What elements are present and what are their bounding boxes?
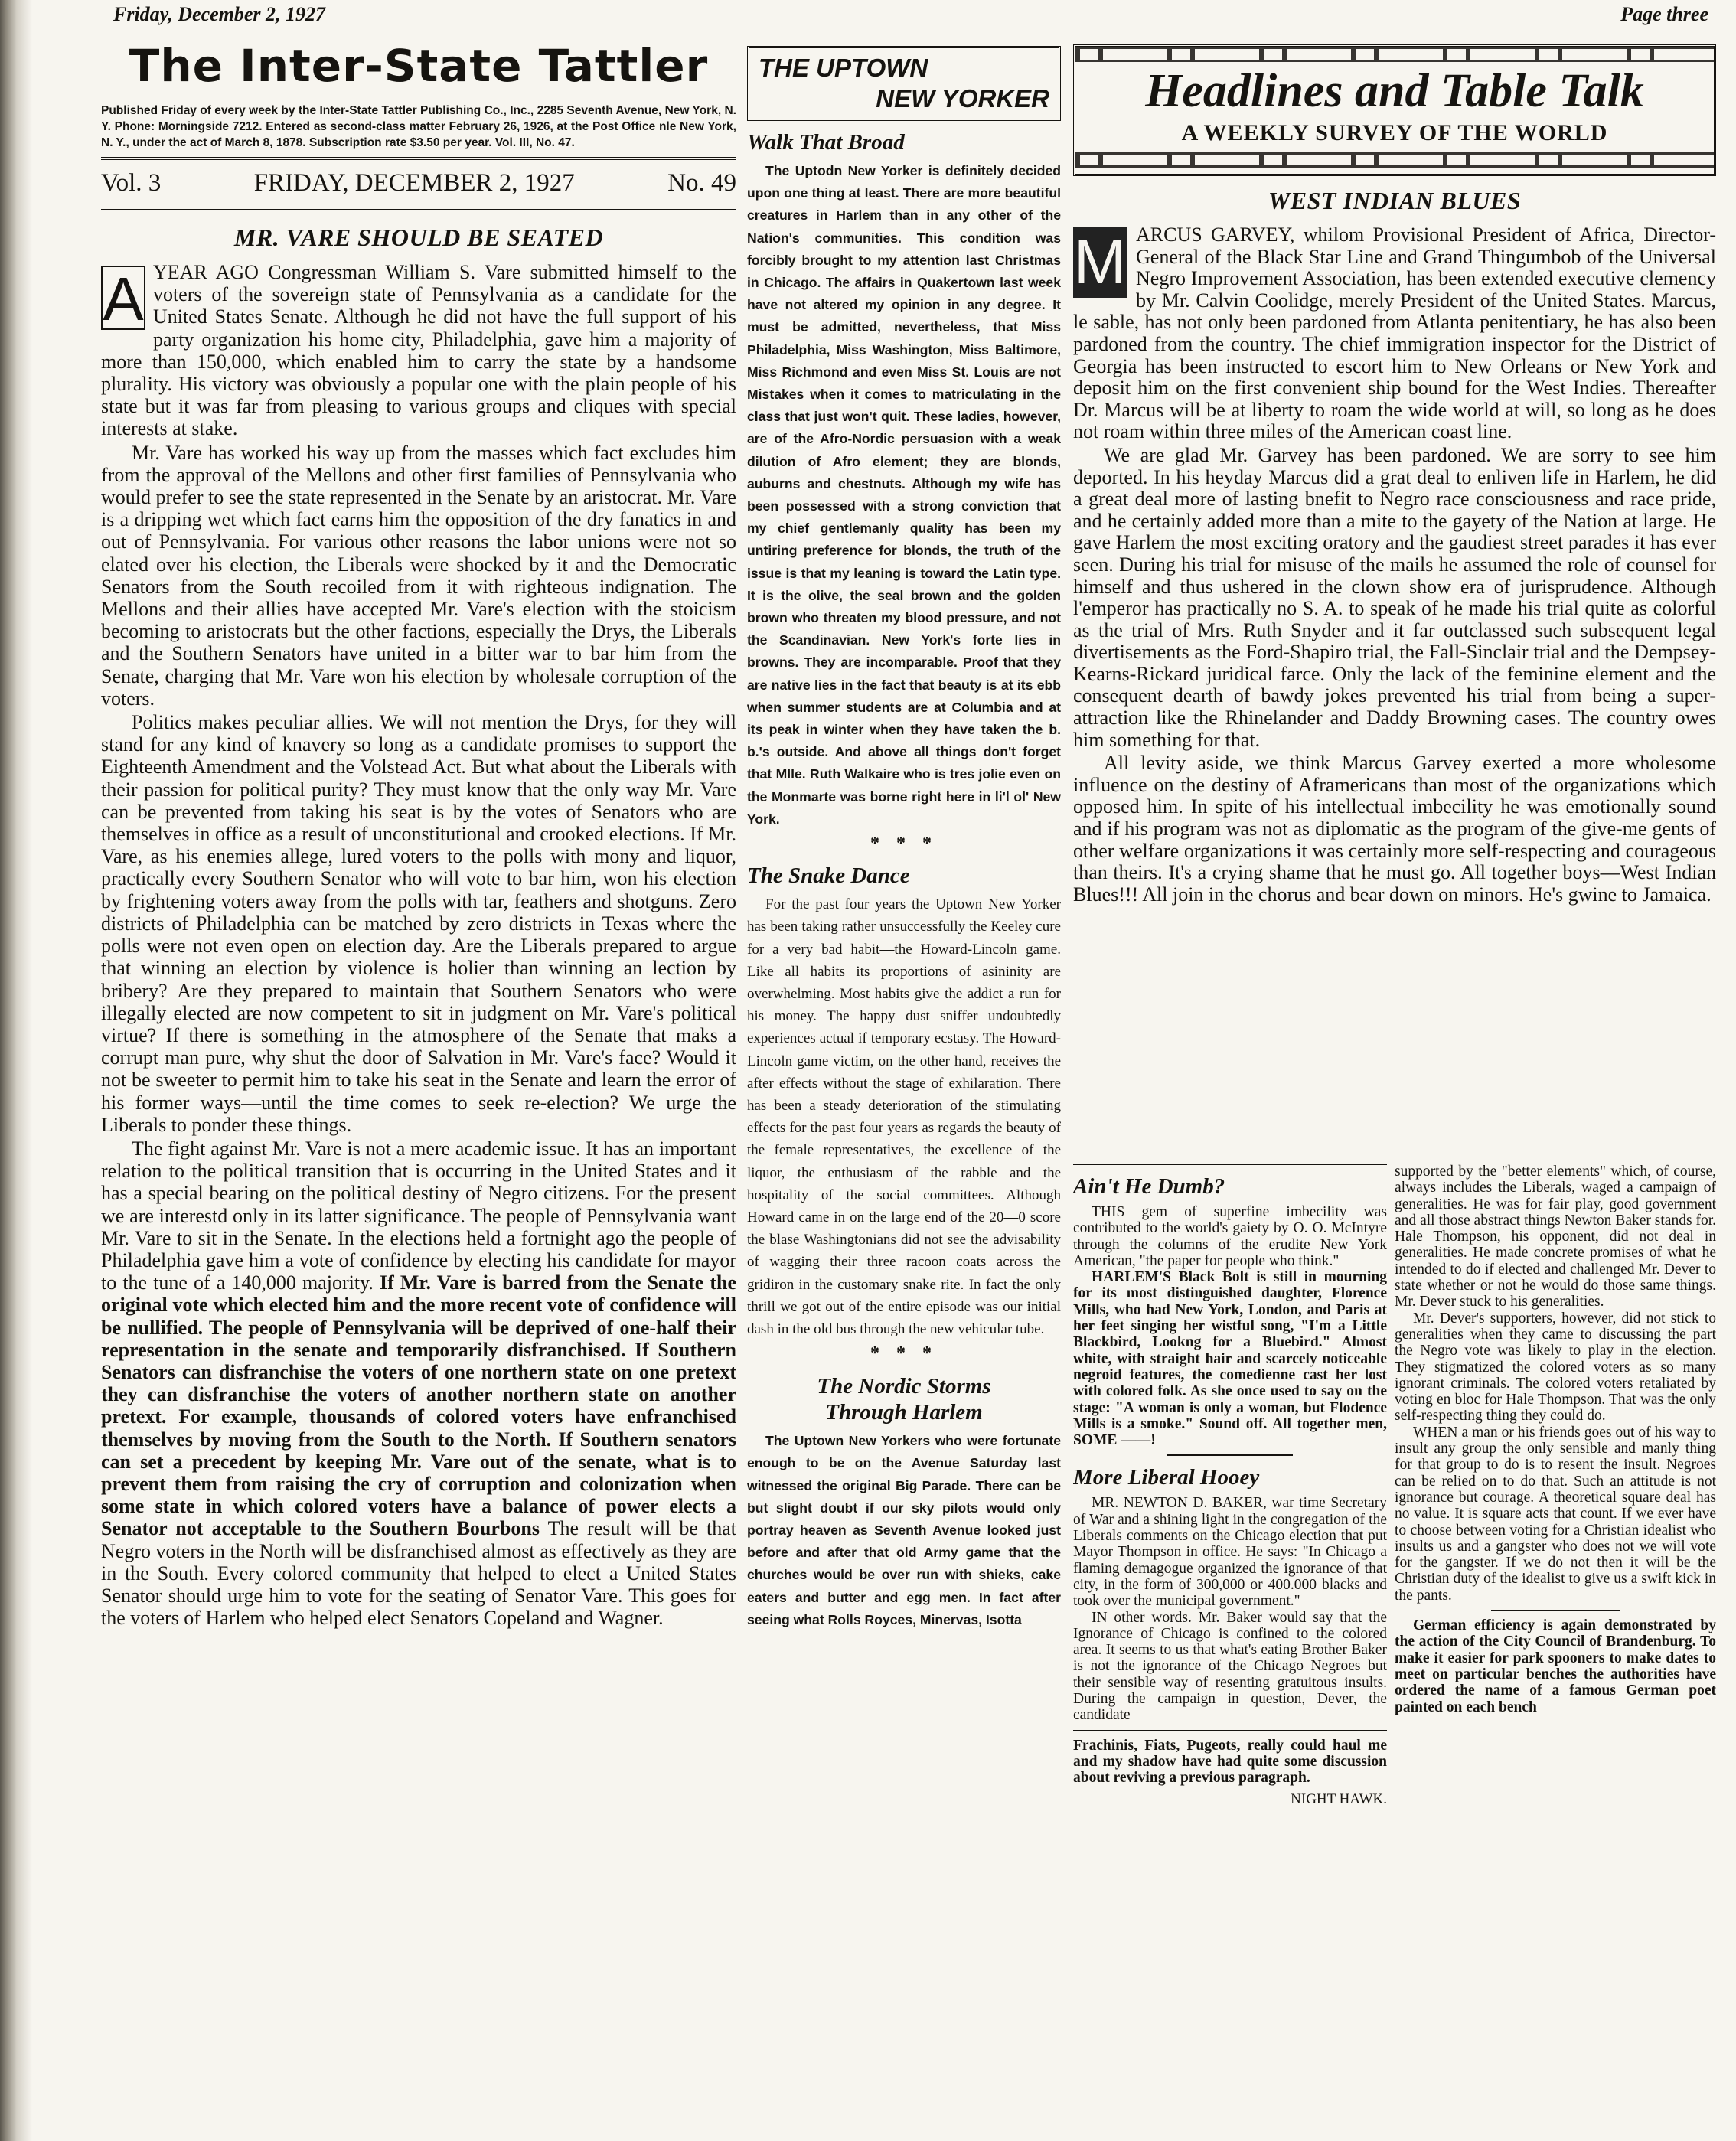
section-body: supported by the "better elements" which, of course, always includes the Liberals, waged a campaign of generalities. He was for fair play, good government and all those abstract things Newton Baker stands for. Hale Thompson, his opponent, did not deal in generalities. He made concrete promises of what he intended to do if elected and challenged Mr. Dever to state whether or not he would do those same things. Mr. Dever stuck to his generalities. Mr. Dever's supporters, however, did not stick to generalities when they came to discussing the part the Negro vote was likely to play in the election. They stigmatized the colored voters as so many ignorant criminals. The colored voters retaliated by voting en bloc for Hale Thompson. That was the only self-respecting thing they could do. WHEN a man or his friends goes out of his way to insult any group the only sensible and manly thing for that group to do is to resent the insult. Negroes can be relied on to do that. Such an attitude is not ignorance but courage. A theoretical square deal has no value. It is square acts that count. If we ever have to choose between voting for a Christian idealist who insults us and a gangster who does not we will vote for the gangster. If we do not then it will be the Christian duty of the idealist to give us a swift kick in the pants. [1395,1164,1716,1604]
headlines-column [1073,44,1716,1162]
drop-cap: A [101,266,145,330]
section-body: The Uptown New Yorkers who were fortunate enough to be on the Avenue Saturday last witnessed the original Big Parade. There can be but slight doubt if our sky pilots would only portray heaven as Seventh Avenue looked just before and after that old Army game that the churches would be over run with shieks, cake eaters and butter and egg men. In fact after seeing what Rolls Royces, Minervas, Isotta [747,1433,1061,1627]
section-title: Walk That Broad [747,130,905,155]
scan-edge [0,0,32,2141]
page-number: Page three [1620,3,1708,25]
volume: Vol. 3 [101,169,162,197]
headlines-nameplate: Headlines and Table Talk A WEEKLY SURVEY OF THE WORLD [1073,44,1716,176]
editorial-body: A YEAR AGO Congressman William S. Vare submitted himself to the voters of the sovereign state of Pennsylvania as a candidate for the United States Senate. Although he did not have the full support of his party organization his home city, Philadelphia, gave him a majority of more than 150,000, which enabled him to carry the state by a handsome plurality. His victory was obviously a popular one with the plain people of his state but it was far from pleasing to various groups and cliques with special interests at stake. Mr. Vare has worked his way up from the masses which fact excludes him from the approval of the Mellons and other first families of Pennsylvania who would prefer to see the state represented in the Senate by an aristocrat. Mr. Vare is a dripping wet which fact earns him the opposition of the dry fanatics in and out of Pennsylvania. For various other reasons the labor unions were not so elated over his election, the Liberals were shocked by it and the Democratic Senators from the South recoiled from it with righteous indignation. The Mellons and their allies have accepted Mr. Vare's election with the stoicism becoming to aristocrats but the other factions, especially the Drys, the Liberals and the Southern Senators have united in a bitter war to bar him from the Senate, charging that Mr. Vare won his election by wholesale corruption of the voters. Politics makes peculiar allies. We will not mention the Drys, for they will stand for any kind of knavery so long as a candidate promises to support the Eighteenth Amendment and the Volstead Act. But what about the Liberals with their passion for political purity? They must know that the only way Mr. Vare can be prevented from taking his seat is by the votes of Senators who are themselves in office as a result of unconstitutional and crooked elections. If Mr. Vare, as his enemies allege, lured voters to the polls with mony and liquor, practically every Southern Senator who will vote to bar him, won his election by frightening voters away from the polls with tar, feathers and shotguns. Zero districts of Philadelphia can be matched by zero districts in Texas where the polls were not even open on election day. Are the Liberals prepared to argue that winning an election by violence is holier than winning an lection by bribery? Are they prepared to maintain that Southern Senators who were illegally elected are now competent to sit in judgment on Mr. Vare's political virtue? If there is something in the atmosphere of the Senate that maks a corrupt man pure, why shut the door of Salvation in Mr. Vare's face? Would it not be sweeter to permit him to take his seat in the Senate and learn the error of his former ways—until the time comes to seek re-election? We urge the Liberals to ponder these things. The fight against Mr. Vare is not a mere academic issue. It has an important relation to the political transition that is occurring in the United States and it has a special bearing on the political destiny of Negro citizens. For the present we are interestd only in its latter significance. The people of Pennsylvania want Mr. Vare to sit in the Senate. In the elections held a fortnight ago the people of Philadelphia gave him a vote of confidence by electing his candidate for mayor to the tune of a 140,000 majority. If Mr. Vare is barred from the Senate the original vote which elected him and the more recent vote of confidence will be nullified. The people of Pennsylvania will be deprived of one-half their representation in the senate and temporarily disfranchised. If Southern Senators can disfranchise the voters of one northern state on one pretext they can disfranchise the voters of another northern state on another pretext. For example, thousands of colored voters have enfranchised themselves by moving from the South to the North. If Southern senators can set a precedent by keeping Mr. Vare out of the senate, what is to prevent them from raising the cry of corruption and colonization when some state in which colored voters have a balance of power elects a Senator not acceptable to the Southern Bourbons The result will be that Negro voters in the North will be disfranchised almost as effectively as they are in the South. Every colored community that helped to elect a United States Senator should urge him to vote for the seating of Senator Vare. This goes for the voters of Harlem who helped elect Senators Copeland and Wagner. [101,261,736,1630]
section-body: For the past four years the Uptown New Yorker has been taking rather unsuccessfully the Keeley cure for a very bad habit—the Howard-Lincoln game. Like all habits its proportions of asininity are overwhelming. Most habits give the addict a run for his money. The happy dust sniffer undoubtedly experiences actual if temporary ecstasy. The Howard-Lincoln game victim, on the other hand, receives the after effects without the stage of exhilaration. There has been a steady deterioration of the stimulating effects for the past four years as regards the beauty of the female representatives, the excellence of the liquor, the enthusiasm of the rabble and the hospitality of the social committees. Although Howard came in on the large end of the 20—0 score the blase Washingtonians did not see the advisability of wagging their three racoon coats across the gridiron in the customary snake rite. In fact the only thrill we got out of the entire episode was our initial dash in the old bus through the new vehicular tube. [747,896,1061,1337]
section-title: The Nordic Storms Through Harlem [817,1374,991,1425]
section-body: THIS gem of superfine imbecility was contributed to the world's gaiety by O. O. McIntyre through the columns of the erudite New York American, "the paper for people who think." HARLEM'S Black Bolt is still in mourning for its most distinguished daughter, Florence Mills, who had New York, London, and Paris at her feet singing her wistful song, "I'm a Little Blackbird, Lookng for a Bluebird." Almost white, with straight hair and scarcely noticeable negroid features, the comedienne cast her lost with colored folk. As she once used to say on the stage: "A woman is only a woman, but Flodence Mills is a smoke." Sound off. All together men, SOME ——! [1073,1204,1387,1449]
publication-info: Published Friday of every week by the Inter-State Tattler Publishing Co., Inc., 2285 Seventh Avenue, New York, N. Y. Phone: Morningside 7212. Entered as second-class matter February 26, 1926, at the Post Office nle New York, N. Y., under the act of March 8, 1878. Subscription rate $3.50 per year. Vol. III, No. 47. [101,104,736,149]
signature: NIGHT HAWK. [1291,1790,1387,1807]
ornament-border [1075,152,1714,168]
editorial-headline: MR. VARE SHOULD BE SEATED [233,224,604,251]
issue-date: FRIDAY, DECEMBER 2, 1927 [253,169,575,197]
issue-line [101,166,736,201]
section-title: The Snake Dance [747,863,910,889]
section-body: MR. NEWTON D. BAKER, war time Secretary of War and a shining light in the congregation of the Liberals comments on the Chicago election that put Mayor Thompson in office. He says: "In Chicago a flaming demagogue organized the ignorance of that city, in the form of 300,000 or 400.000 blacks and took over the municipal government." IN other words. Mr. Baker would say that the Ignorance of Chicago is confined to the colored area. It seems to us that what's eating Brother Baker is not the ignorance of the Chicago Negroes but their sensible way of resenting gratuitous insults. During the campaign in question, Dever, the candidate [1073,1495,1387,1724]
ornament-border [1075,47,1714,62]
page-date: Friday, December 2, 1927 [113,3,326,25]
section-body: The Uptodn New Yorker is definitely decided upon one thing at least. There are more beautiful creatures in Harlem than in any other of the Nation's communities. This condition was forcibly brought to my attention last Christmas in Chicago. The affairs in Quakertown last week have not altered my opinion in any degree. It must be admitted, nevertheless, that Miss Philadelphia, Miss Washington, Miss Baltimore, Miss Richmond and even Miss St. Louis are not Mistakes when it comes to matriculating in the class that just won't quit. These ladies, however, are of the Afro-Nordic persuasion with a weak dilution of Afro element; they are blonds, auburns and chestnuts. Although my wife has been possessed with a strong conviction that my chief gentlemanly quality has been my untiring preference for blonds, the truth of the issue is that my leaning is toward the Latin type. It is the olive, the seal brown and the golden brown who threaten my blood pressure, and not the Scandinavian. New York's forte lies in browns. They are incomparable. Proof that they are native lies in the fact that beauty is at its ebb when summer students are at Columbia and at its peak in winter when they have taken the b. b.'s outside. And above all things don't forget that Mlle. Ruth Walkaire who is tres jolie even on the Monmarte was borne right here in li'l ol' New York. [747,163,1061,827]
masthead: The Inter-State Tattler [129,40,709,92]
uptown-nameplate: THE UPTOWN NEW YORKER [747,46,1061,121]
issue-number: No. 49 [667,169,736,197]
nighthawk-column-left: Ain't He Dumb? THIS gem of superfine imbecility was contributed to the world's gaiety by O. O. McIntyre through the columns of the erudite New York American, "the paper for people who think." HARLEM'S Black Bolt is still in mourning for its most distinguished daughter, Florence Mills, who had New York, London, and Paris at her feet singing her wistful song, "I'm a Little Blackbird, Lookng for a Bluebird." Almost white, with straight hair and scarcely noticeable negroid features, the comedienne cast her lost with colored folk. As she once used to say on the stage: "A woman is only a woman, but Flodence Mills is a smoke." Sound off. All together men, SOME ——! More Liberal Hooey MR. NEWTON D. BAKER, war time Secretary of War and a shining light in the congregation of the Liberals comments on the Chicago election that put Mayor Thompson in office. He says: "In Chicago a flaming demagogue organized the ignorance of that city, in the form of 300,000 or 400.000 blacks and took over the municipal government." IN other words. Mr. Baker would say that the Ignorance of Chicago is confined to the colored area. It seems to us that what's eating Brother Baker is not the ignorance of the Chicago Negroes but their sensible way of resenting gratuitous insults. During the campaign in question, Dever, the candidate Frachinis, Fiats, Pugeots, really could haul me and my shadow have had quite some discussion about reviving a previous paragraph. NIGHT HAWK. [1073,1164,1387,2051]
drop-cap: M [1073,227,1127,297]
uptown-column: THE UPTOWN NEW YORKER Walk That Broad The Uptodn New Yorker is definitely decided upon one thing at least. There are more beautiful creatures in Harlem than in any other of the Nation's communities. This condition was forcibly brought to my attention last Christmas in Chicago. The affairs in Quakertown last week have not altered my opinion in any degree. It must be admitted, nevertheless, that Miss Philadelphia, Miss Washington, Miss Baltimore, Miss Richmond and even Miss St. Louis are not Mistakes when it comes to matriculating in the class that just won't quit. These ladies, however, are of the Afro-Nordic persuasion with a weak dilution of Afro element; they are blonds, auburns and chestnuts. Although my wife has been possessed with a strong conviction that my chief gentlemanly quality has been my untiring preference for blonds, the truth of the issue is that my leaning is toward the Latin type. It is the olive, the seal brown and the golden brown who threaten my blood pressure, and not the Scandinavian. New York's forte lies in browns. They are incomparable. Proof that they are native lies in the fact that beauty is at its ebb when summer students are at Columbia and at its peak in winter when they have taken the b. b.'s outside. And above all things don't forget that Mlle. Ruth Walkaire who is tres jolie even on the Monmarte was borne right here in li'l ol' New York. * * * The Snake Dance For the past four years the Uptown New Yorker has been taking rather unsuccessfully the Keeley cure for a very bad habit—the Howard-Lincoln game. Like all habits its proportions of asininity are overwhelming. Most habits give the addict a run for his money. The happy dust sniffer undoubtedly experiences actual if temporary ecstasy. The Howard-Lincoln game victim, on the other hand, receives the after effects without the stage of exhilaration. There has been a steady deterioration of the stimulating effects for the past four years as regards the beauty of the female representatives, the excellence of the liquor, the enthusiasm of the rabble and the hospitality of the social committees. Although Howard came in on the large end of the 20—0 score the blase Washingtonians did not see the advisability of wagging their three racoon coats across the gridiron in the customary snake rite. In fact the only thrill we got out of the entire episode was our initial dash in the old bus through the new vehicular tube. * * * The Nordic Storms Through Harlem The Uptown New Yorkers who were fortunate enough to be on the Avenue Saturday last witnessed the original Big Parade. There can be but slight doubt if our sky pilots would only portray heaven as Seventh Avenue looked just before and after that old Army game that the churches would be over run with shieks, cake eaters and butter and egg men. In fact after seeing what Rolls Royces, Minervas, Isotta [747,46,1061,2051]
section-title: More Liberal Hooey [1073,1465,1260,1490]
tattler-column [101,37,736,2027]
article-body: M ARCUS GARVEY, whilom Provisional President of Africa, Director-General of the Black Star Line and Grand Thingumbob of the Universal Negro Improvement Association, has been extended executive clemency by Mr. Calvin Coolidge, merely President of the United States. Marcus, le sable, has not only been pardoned from Atlanta penitentiary, he has also been pardoned from the country. The chief immigration inspector for the District of Georgia has been instructed to escort him to New Orleans or New York and deposit him on the first convenient ship bound for the West Indies. Thereafter Dr. Marcus will be at liberty to roam the wide world at will, so long as he does not roam within three miles of the American coast line. We are glad Mr. Garvey has been pardoned. We are sorry to see him deported. In his heyday Marcus did a grat deal to enliven life in Harlem, he did a great deal more of lasting bnefit to Negro race consciousness and race pride, and he certainly added more than a mite to the gayety of the Nation at large. He gave Harlem the most exciting oratory and the gaudiest street parades it has ever seen. During his trial for misuse of the mails he assumed the role of counsel for himself and thus ushered in the clown show era of jurisprudence. Although l'emperor has practically no S. A. to speak of he made his trial quite as colorful as the trial of Mrs. Ruth Snyder and it far outclassed such subsequent legal divertisements as the Ford-Shapiro trial, the Fall-Sinclair trial and the Dempsey-Kearns-Rickard juridical farce. Only the lack of the feminine element and the consequent dearth of bawdy jokes prevented his trial from being a super-attraction like the Rhinelander and Daddy Browning cases. The country owes him something for that. All levity aside, we think Marcus Garvey exerted a more wholesome influence on the destiny of Aframericans than most of the organizations which opposed him. In spite of his intellectual imbecility he was emotionally sound and if his program was not as diplomatic as the program of the give-me gents of other welfare organizations it was certainly more self-respecting and courageous than theirs. It's a crying shame that he must go. All together boys—West Indian Blues!!! All join in the chorus and bear down on minors. He's gwine to Jamaica. [1073,224,1716,906]
section-title: Ain't He Dumb? [1073,1174,1225,1199]
nighthawk-column-right: supported by the "better elements" which, of course, always includes the Liberals, waged a campaign of generalities. He was for fair play, good government and all those abstract things Newton Baker stands for. Hale Thompson, his opponent, did not deal in generalities. He made concrete promises of what he intended to do if elected and challenged Mr. Dever to state whether or not he would do those same things. Mr. Dever stuck to his generalities. Mr. Dever's supporters, however, did not stick to generalities when they came to discussing the part the Negro vote was likely to play in the election. They stigmatized the colored voters as so many ignorant criminals. The colored voters retaliated by voting en bloc for Hale Thompson. That was the only self-respecting thing they could do. WHEN a man or his friends goes out of his way to insult any group the only sensible and manly thing for that group to do is to resent the insult. Negroes can be relied on to do that. Such an attitude is not ignorance but courage. A theoretical square deal has no value. It is square acts that count. If we ever have to choose between voting for a Christian idealist who insults us and a gangster who does not we will vote for the gangster. If we do not then it will be the Christian duty of the idealist to give us a swift kick in the pants. German efficiency is again demonstrated by the action of the City Council of Brandenburg. To make it easier for park spooners to make dates to meet on particular benches the authorities have ordered the name of a famous German poet painted on each bench [1395,1164,1716,1715]
article-headline: WEST INDIAN BLUES [1268,187,1522,214]
